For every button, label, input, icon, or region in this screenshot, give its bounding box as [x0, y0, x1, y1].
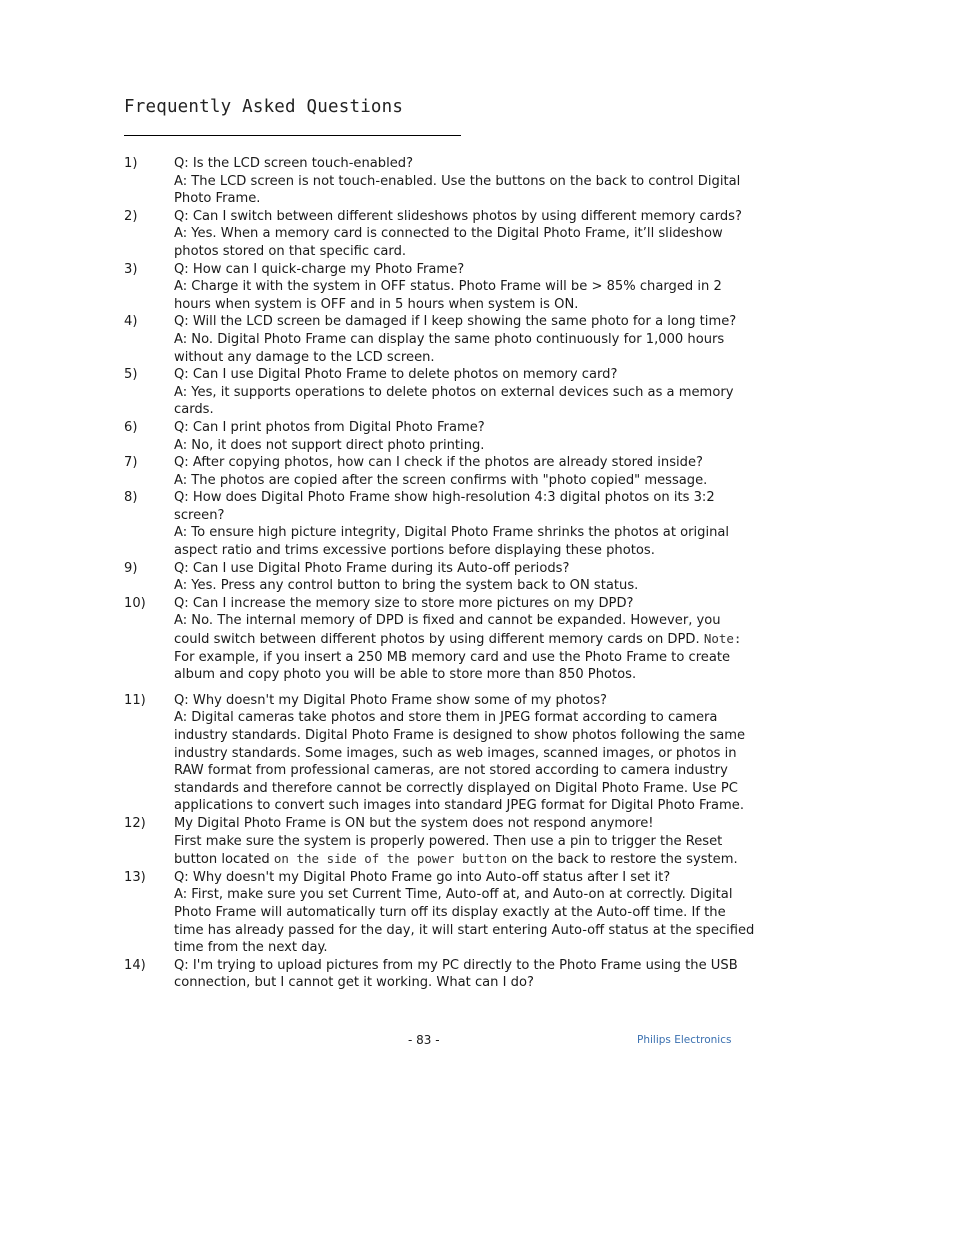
faq-answer-line: A: No, it does not support direct photo printing.: [174, 437, 485, 453]
page-title: Frequently Asked Questions: [124, 97, 404, 117]
faq-question-line: connection, but I cannot get it working. What can I do?: [174, 975, 534, 991]
faq-number: 14): [124, 957, 146, 973]
faq-number: 3): [124, 261, 138, 277]
faq-answer-text: on the back to restore the system.: [507, 852, 738, 868]
faq-question: Q: After copying photos, how can I check if the photos are already stored inside?: [174, 455, 703, 471]
faq-list: [124, 155, 755, 992]
faq-item-1: [124, 155, 741, 208]
faq-number: 10): [124, 595, 146, 611]
faq-question: Q: How can I quick-charge my Photo Frame?: [174, 261, 465, 277]
faq-number: 11): [124, 692, 146, 708]
faq-item-4: [124, 313, 737, 366]
faq-answer-line: A: Charge it with the system in OFF status. Photo Frame will be > 85% charged in 2: [174, 279, 722, 295]
faq-item-7: [124, 454, 729, 489]
faq-answer-line: aspect ratio and trims excessive portions before displaying these photos.: [174, 543, 655, 559]
faq-number: 4): [124, 314, 138, 330]
faq-number: 9): [124, 560, 138, 576]
faq-number: 7): [124, 455, 138, 471]
faq-answer-line: A: Yes. When a memory card is connected to the Digital Photo Frame, it’ll slideshow: [174, 226, 723, 242]
faq-number: 6): [124, 419, 138, 435]
faq-answer-line: A: No. The internal memory of DPD is fixed and cannot be expanded. However, you: [174, 613, 721, 629]
faq-item-2: [124, 208, 742, 261]
faq-item-13: [124, 869, 755, 957]
faq-question: Q: Why doesn't my Digital Photo Frame go into Auto-off status after I set it?: [174, 869, 671, 885]
faq-answer-line: [174, 630, 742, 649]
faq-answer-line: album and copy photo you will be able to store more than 850 Photos.: [174, 667, 637, 683]
faq-item-3: [124, 261, 729, 314]
faq-question: Q: Can I use Digital Photo Frame during its Auto-off periods?: [174, 560, 570, 576]
faq-number: 2): [124, 208, 138, 224]
title-underline: [124, 135, 461, 136]
faq-question-line: screen?: [174, 507, 225, 523]
faq-question: My Digital Photo Frame is ON but the system does not respond anymore!: [174, 815, 654, 831]
faq-question: Q: Will the LCD screen be damaged if I keep showing the same photo for a long time?: [174, 314, 737, 330]
faq-answer-line: Photo Frame.: [174, 191, 261, 207]
faq-answer-text: button located: [174, 852, 274, 868]
faq-item-5: [124, 366, 734, 419]
faq-question: Q: Can I use Digital Photo Frame to delete photos on memory card?: [174, 367, 618, 383]
faq-answer-line: hours when system is OFF and in 5 hours when system is ON.: [174, 296, 579, 312]
faq-answer-line: A: Yes. Press any control button to bring the system back to ON status.: [174, 578, 639, 594]
faq-answer-line: A: No. Digital Photo Frame can display the same photo continuously for 1,000 hours: [174, 331, 725, 347]
faq-item-6: [124, 419, 729, 454]
faq-question: Q: I'm trying to upload pictures from my PC directly to the Photo Frame using the USB: [174, 957, 738, 973]
faq-item-8: [124, 489, 729, 559]
faq-answer-line: A: To ensure high picture integrity, Digital Photo Frame shrinks the photos at original: [174, 525, 730, 541]
faq-answer-line: photos stored on that specific card.: [174, 243, 407, 259]
footer-brand: Philips Electronics: [637, 1034, 732, 1046]
faq-number: 8): [124, 490, 138, 506]
faq-answer-line: RAW format from professional cameras, are not stored according to camera industry: [174, 763, 728, 779]
faq-answer-line: A: Digital cameras take photos and store them in JPEG format according to camera: [174, 710, 718, 726]
faq-question: Q: Can I switch between different slideshows photos by using different memory cards?: [174, 208, 742, 224]
note-label: Note:: [703, 631, 742, 647]
faq-answer-line: A: Yes, it supports operations to delete photos on external devices such as a memory: [174, 384, 734, 400]
faq-answer-line: cards.: [174, 402, 214, 418]
faq-answer-line: [174, 850, 738, 869]
faq-answer-line: For example, if you insert a 250 MB memory card and use the Photo Frame to create: [174, 649, 731, 665]
faq-question: Q: How does Digital Photo Frame show high-resolution 4:3 digital photos on its 3:2: [174, 490, 715, 506]
faq-answer-line: without any damage to the LCD screen.: [174, 349, 435, 365]
faq-number: 13): [124, 869, 146, 885]
faq-number: 1): [124, 156, 138, 171]
faq-number: 5): [124, 367, 138, 383]
faq-question: Q: Can I print photos from Digital Photo Frame?: [174, 419, 485, 435]
faq-answer-line: industry standards. Digital Photo Frame is designed to show photos following the same: [174, 728, 746, 743]
faq-item-9: [124, 560, 729, 595]
faq-answer-line: time has already passed for the day, it will start entering Auto-off status at the specified: [174, 922, 755, 938]
faq-item-10: [124, 595, 742, 684]
faq-number: 12): [124, 815, 146, 831]
faq-question: Q: Why doesn't my Digital Photo Frame show some of my photos?: [174, 692, 607, 708]
faq-answer-line: A: The photos are copied after the screen confirms with "photo copied" message.: [174, 472, 708, 488]
faq-answer-line: standards and therefore cannot be correctly displayed on Digital Photo Frame. Use PC: [174, 780, 738, 796]
faq-answer-line: A: First, make sure you set Current Time, Auto-off at, and Auto-on at correctly. Digital: [174, 887, 733, 903]
faq-answer-line: time from the next day.: [174, 940, 328, 956]
faq-question: Q: Is the LCD screen touch-enabled?: [174, 156, 414, 171]
faq-answer-line: Photo Frame will automatically turn off its display exactly at the Auto-off time. If the: [174, 904, 726, 920]
faq-answer-text: could switch between different photos by using different memory cards on DPD.: [174, 632, 700, 648]
faq-question: Q: Can I increase the memory size to store more pictures on my DPD?: [174, 595, 634, 611]
faq-item-11: [124, 692, 746, 815]
faq-item-14: [124, 957, 738, 992]
faq-answer-line: A: The LCD screen is not touch-enabled. Use the buttons on the back to control Digital: [174, 173, 741, 189]
page-number: - 83 -: [408, 1033, 440, 1047]
faq-answer-line: industry standards. Some images, such as web images, scanned images, or photos in: [174, 745, 737, 761]
faq-answer-line: applications to convert such images into standard JPEG format for Digital Photo Frame.: [174, 798, 744, 814]
faq-item-12: [124, 815, 738, 869]
faq-answer-line: First make sure the system is properly powered. Then use a pin to trigger the Reset: [174, 833, 723, 849]
reset-location-text: on the side of the power button: [273, 851, 508, 867]
